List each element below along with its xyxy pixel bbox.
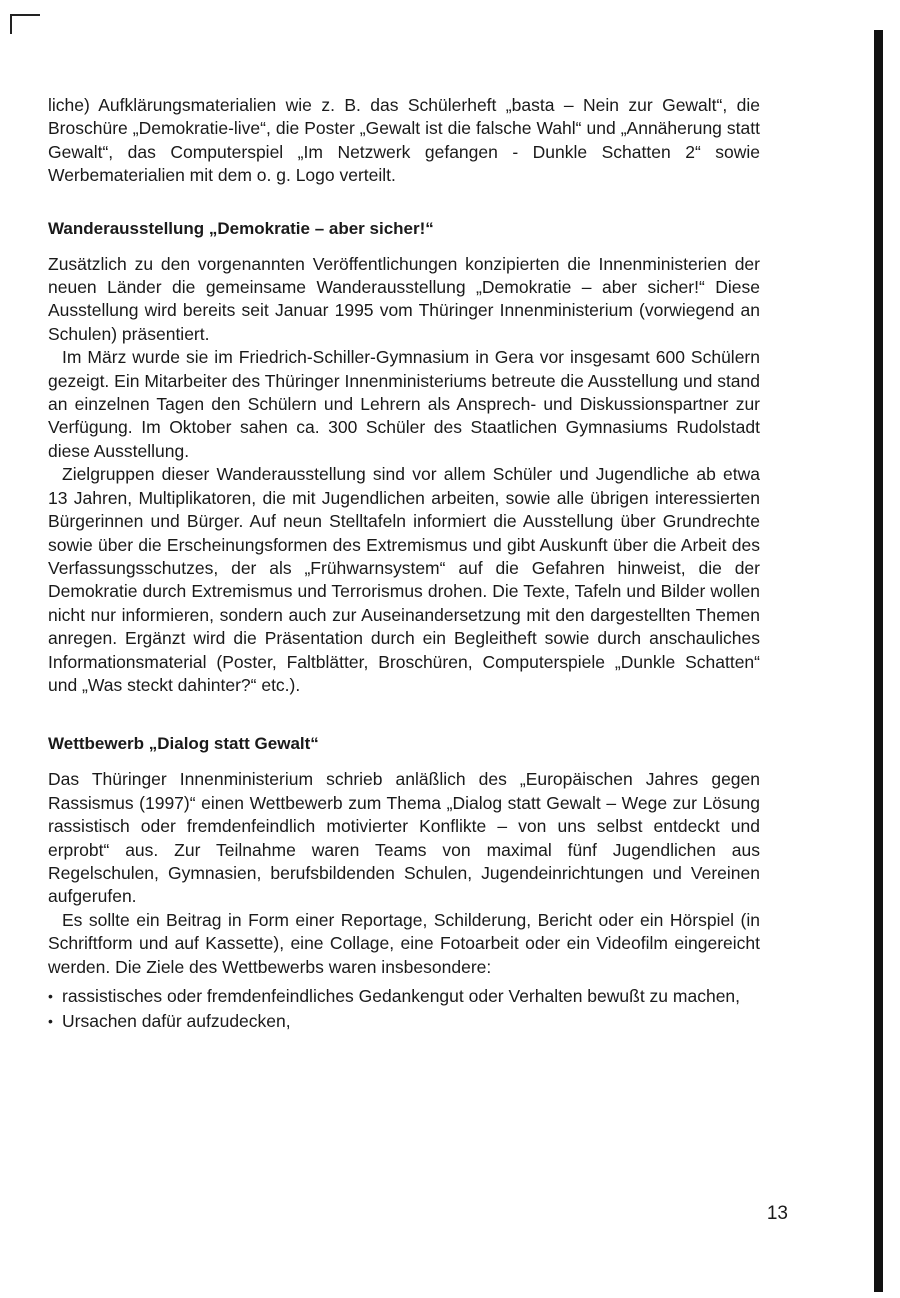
intro-paragraph: liche) Aufklärungsmaterialien wie z. B. das Schülerheft „basta – Nein zur Gewalt“, die Broschüre „Demokratie-live“, die Poster „Gewalt ist die falsche Wahl“ und „Annäherung statt Gewalt“, das Computerspiel „Im Netzwerk gefangen - Dunkle Schatten 2“ sowie Werbematerialien mit dem o. g. Logo verteilt. [48,95,760,186]
page-number: 13 [766,1203,788,1224]
goal-text: Ursachen dafür aufzudecken, [62,1011,291,1032]
scan-edge-bar [874,30,883,1292]
list-item [48,985,760,1008]
exhibition-paragraph-3: Zielgruppen dieser Wanderausstellung sind vor allem Schüler und Jugendliche ab etwa 13 Jahren, Multiplikatoren, die mit Jugendlichen arbeiten, sowie alle übrigen interessierten Bürgerinnen und Bürger. Auf neun Stelltafeln informiert die Ausstellung über Grundrechte sowie über die Erscheinungsformen des Extremismus und gibt Auskunft über die Arbeit des Verfassungsschutzes, der als „Frühwarnsystem“ auf die Gefahren hinweist, die der Demokratie durch Extremismus und Terrorismus drohen. Die Texte, Tafeln und Bilder wollen nicht nur informieren, sondern auch zur Auseinandersetzung mit den dargestellten Themen anregen. Ergänzt wird die Präsentation durch ein Begleitheft sowie durch anschauliches Informationsmaterial (Poster, Faltblätter, Broschüren, Computerspiele „Dunkle Schatten“ und „Was steckt dahinter?“ etc.). [48,464,760,695]
competition-paragraph-2: Es sollte ein Beitrag in Form einer Reportage, Schilderung, Bericht oder ein Hörspiel (in Schriftform und auf Kassette), eine Collage, eine Fotoarbeit oder ein Videofilm eingereicht werden. Die Ziele des Wettbewerbs waren insbesondere: [48,909,760,977]
bullet-icon: • [48,1013,53,1030]
section-heading-exhibition: Wanderausstellung „Demokratie – aber sicher!“ [48,218,434,238]
exhibition-paragraph-2: Im März wurde sie im Friedrich-Schiller-Gymnasium in Gera vor insgesamt 600 Schülern gezeigt. Ein Mitarbeiter des Thüringer Innenministeriums betreute die Ausstellung und stand an einzelnen Tagen den Schülern und Lehrern als Ansprech- und Diskussionspartner zur Verfügung. Im Oktober sahen ca. 300 Schüler des Staatlichen Gymnasiums Rudolstadt diese Ausstellung. [48,347,760,461]
goal-text: rassistisches oder fremdenfeindliches Gedankengut oder Verhalten bewußt zu machen, [62,986,741,1006]
page-content [48,94,760,1036]
bullet-icon: • [48,988,53,1004]
competition-paragraph-1: Das Thüringer Innenministerium schrieb anläßlich des „Europäischen Jahres gegen Rassismus (1997)“ einen Wettbewerb zum Thema „Dialog statt Gewalt – Wege zur Lösung rassistisch oder fremdenfeindlich motivierter Konflikte – von uns selbst entdeckt und erprobt“ aus. Zur Teilnahme waren Teams von maximal fünf Jugendlichen aus Regelschulen, Gymnasien, berufsbildenden Schulen, Jugendeinrichtungen und Vereinen aufgerufen. [48,769,760,907]
goals-list [48,985,760,1034]
section-heading-competition: Wettbewerb „Dialog statt Gewalt“ [48,734,319,754]
exhibition-paragraph-1: Zusätzlich zu den vorgenannten Veröffentlichungen konzipierten die Innenministerien der neuen Länder die gemeinsame Wanderausstellung „Demokratie – aber sicher!“ Diese Ausstellung wird bereits seit Januar 1995 vom Thüringer Innenministerium (vorwiegend an Schulen) präsentiert. [48,253,760,344]
crop-corner-mark [10,14,40,34]
list-item [48,1010,760,1033]
